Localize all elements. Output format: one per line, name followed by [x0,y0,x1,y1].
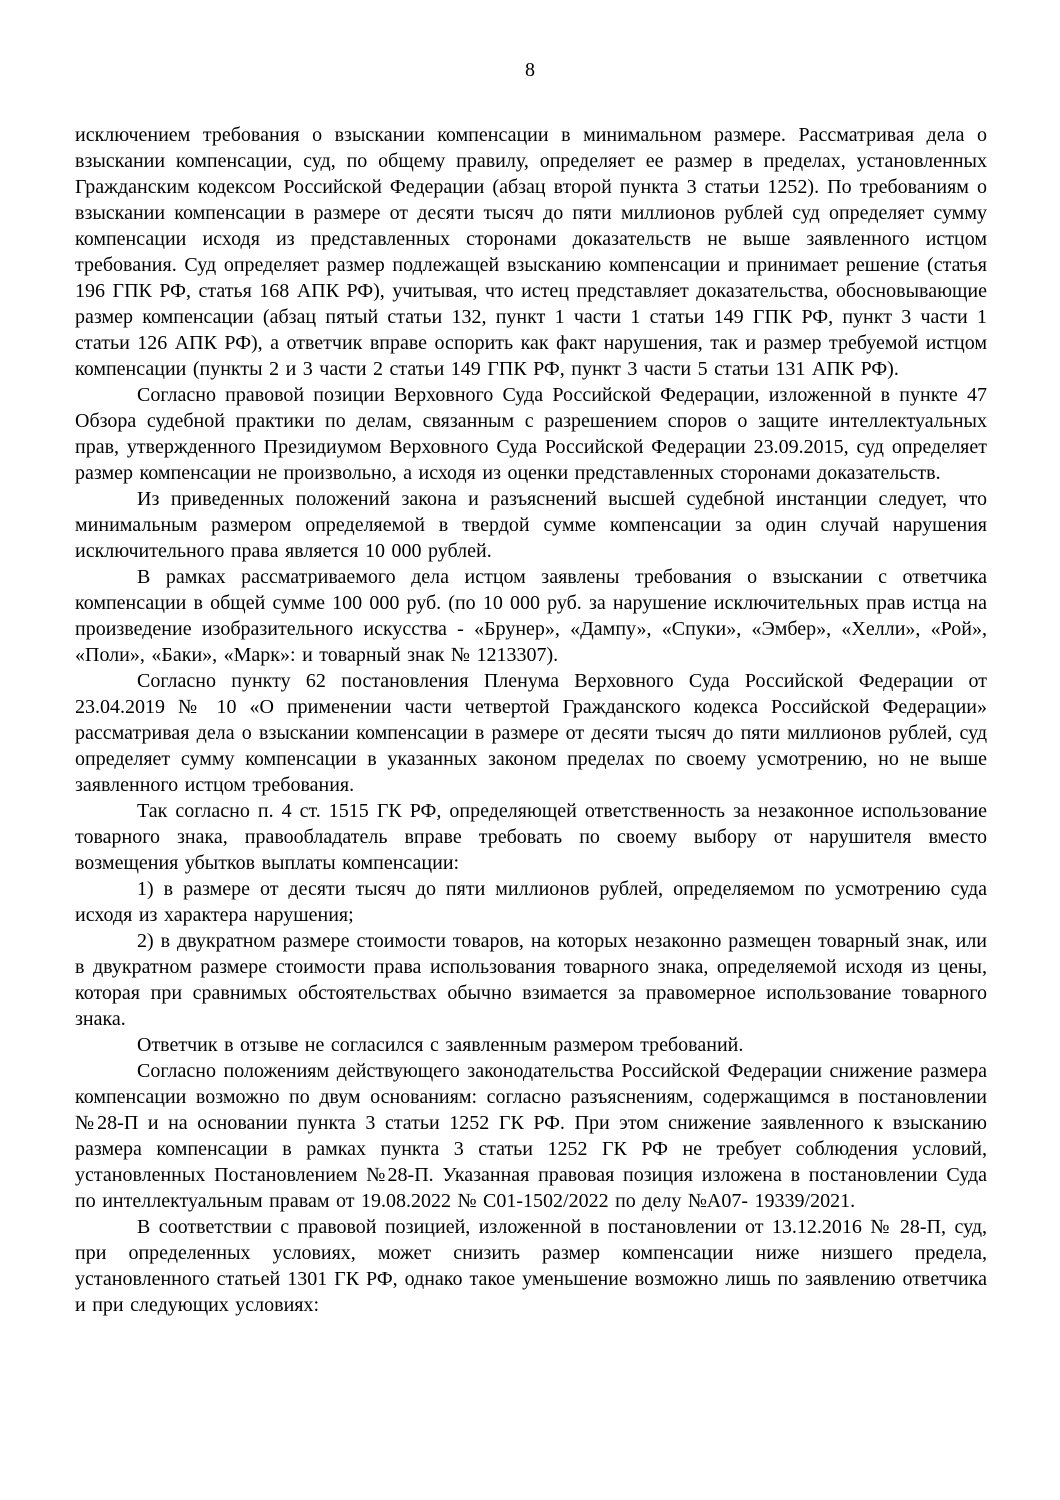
paragraph: В соответствии с правовой позицией, изложенной в постановлении от 13.12.2016 № 28-П, суд, при определенных условиях, может снизить размер компенсации ниже низшего предела, установленного статьей 1301 ГК РФ, однако такое уменьшение возможно лишь по заявлению ответчика и при следующих условиях: [75,1216,987,1316]
paragraph: исключением требования о взыскании компенсации в минимальном размере. Рассматривая дела о взыскании компенсации, суд, по общему правилу, определяет ее размер в пределах, установленных Гражданским кодексом Российской Федерации (абзац второй пункта 3 статьи 1252). По требованиям о взыскании компенсации в размере от десяти тысяч до пяти миллионов рублей суд определяет сумму компенсации исходя из представленных сторонами доказательств не выше заявленного истцом требования. Суд определяет размер подлежащей взысканию компенсации и принимает решение (статья 196 ГПК РФ, статья 168 АПК РФ), учитывая, что истец представляет доказательства, обосновывающие размер компенсации (абзац пятый статьи 132, пункт 1 части 1 статьи 149 ГПК РФ, пункт 3 части 1 статьи 126 АПК РФ), а ответчик вправе оспорить как факт нарушения, так и размер требуемой истцом компенсации (пункты 2 и 3 части 2 статьи 149 ГПК РФ, пункт 3 части 5 статьи 131 АПК РФ). [75,124,987,380]
paragraph: Согласно правовой позиции Верховного Суда Российской Федерации, изложенной в пункте 47 Обзора судебной практики по делам, связанным с разрешением споров о защите интеллектуальных прав, утвержденного Президиумом Верховного Суда Российской Федерации 23.09.2015, суд определяет размер компенсации не произвольно, а исходя из оценки представленных сторонами доказательств. [75,384,987,484]
paragraph: В рамках рассматриваемого дела истцом заявлены требования о взыскании с ответчика компенсации в общей сумме 100 000 руб. (по 10 000 руб. за нарушение исключительных прав истца на произведение изобразительного искусства - «Брунер», «Дампу», «Спуки», «Эмбер», «Хелли», «Рой», «Поли», «Баки», «Марк»: и товарный знак № 1213307). [75,566,987,666]
paragraph: Так согласно п. 4 ст. 1515 ГК РФ, определяющей ответственность за незаконное использование товарного знака, правообладатель вправе требовать по своему выбору от нарушителя вместо возмещения убытков выплаты компенсации: [75,800,987,874]
paragraph: Согласно положениям действующего законодательства Российской Федерации снижение размера компенсации возможно по двум основаниям: согласно разъяснениям, содержащимся в постановлении №28-П и на основании пункта 3 статьи 1252 ГК РФ. При этом снижение заявленного к взысканию размера компенсации в рамках пункта 3 статьи 1252 ГК РФ не требует соблюдения условий, установленных Постановлением №28-П. Указанная правовая позиция изложена в постановлении Суда по интеллектуальным правам от 19.08.2022 № С01-1502/2022 по делу №А07- 19339/2021. [75,1060,987,1212]
paragraph: 2) в двукратном размере стоимости товаров, на которых незаконно размещен товарный знак, или в двукратном размере стоимости права использования товарного знака, определяемой исходя из цены, которая при сравнимых обстоятельствах обычно взимается за правомерное использование товарного знака. [75,930,987,1030]
paragraph: Согласно пункту 62 постановления Пленума Верховного Суда Российской Федерации от 23.04.2019 № 10 «О применении части четвертой Гражданского кодекса Российской Федерации» рассматривая дела о взыскании компенсации в размере от десяти тысяч до пяти миллионов рублей, суд определяет сумму компенсации в указанных законом пределах по своему усмотрению, но не выше заявленного истцом требования. [75,670,987,796]
paragraph: Из приведенных положений закона и разъяснений высшей судебной инстанции следует, что минимальным размером определяемой в твердой сумме компенсации за один случай нарушения исключительного права является 10 000 рублей. [75,488,987,562]
paragraph: Ответчик в отзыве не согласился с заявленным размером требований. [137,1034,744,1056]
paragraph: 1) в размере от десяти тысяч до пяти миллионов рублей, определяемом по усмотрению суда исходя из характера нарушения; [75,878,987,926]
page-number: 8 [525,59,535,81]
document-body [75,122,987,1318]
